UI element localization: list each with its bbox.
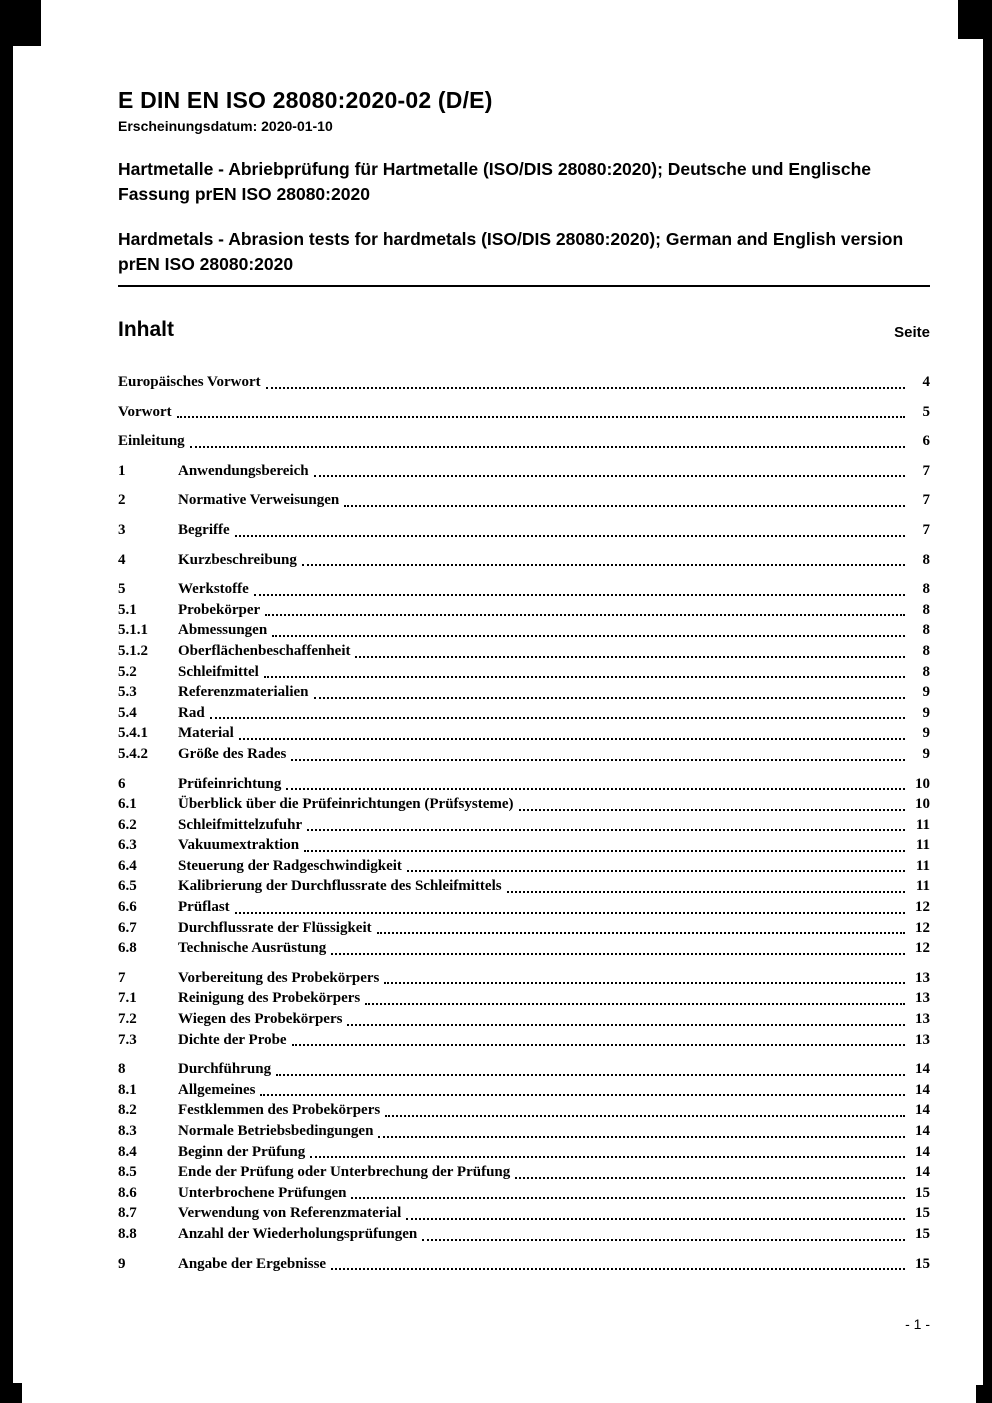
toc-dot-leader bbox=[291, 759, 905, 761]
toc-entry bbox=[118, 431, 930, 452]
toc-entry-number: 7.1 bbox=[118, 990, 137, 1007]
toc-dot-leader bbox=[254, 594, 905, 596]
subtitle-english: Hardmetals - Abrasion tests for hardmetals (ISO/DIS 28080:2020); German and English version prEN ISO 28080:2020 bbox=[118, 229, 904, 274]
scan-corner-bottom-right bbox=[976, 1385, 992, 1403]
toc-entry-page: 14 bbox=[915, 1061, 930, 1078]
toc-dot-leader bbox=[264, 676, 905, 678]
toc-entry-title: Referenzmaterialien bbox=[178, 684, 309, 701]
document-subtitle-block bbox=[118, 157, 930, 287]
toc-entry-page: 15 bbox=[915, 1205, 930, 1222]
toc-entry-number: 1 bbox=[118, 462, 126, 479]
toc-dot-leader bbox=[385, 1115, 905, 1117]
toc-entry-page: 11 bbox=[915, 857, 930, 874]
toc-entry bbox=[118, 856, 930, 877]
toc-entry-page: 10 bbox=[915, 796, 930, 813]
toc-dot-leader bbox=[292, 1044, 905, 1046]
toc-entry-number: 5.3 bbox=[118, 684, 137, 701]
toc-entry-page: 13 bbox=[915, 969, 930, 986]
toc-group bbox=[118, 402, 930, 423]
toc-entry bbox=[118, 600, 930, 621]
toc-entry-title: Angabe der Ergebnisse bbox=[178, 1255, 327, 1272]
toc-entry bbox=[118, 461, 930, 482]
toc-entry-page: 9 bbox=[922, 745, 930, 762]
toc-entry-title: Dichte der Probe bbox=[178, 1031, 287, 1048]
toc-dot-leader bbox=[266, 387, 905, 389]
toc-entry-page: 12 bbox=[915, 899, 930, 916]
page-number-footer: - 1 - bbox=[905, 1316, 930, 1332]
toc-entry bbox=[118, 682, 930, 703]
toc-entry bbox=[118, 1162, 930, 1183]
toc-entry bbox=[118, 938, 930, 959]
toc-entry-number: 8.1 bbox=[118, 1081, 137, 1098]
document-title: E DIN EN ISO 28080:2020-02 (D/E) bbox=[118, 87, 493, 113]
toc-entry-title: Festklemmen des Probekörpers bbox=[178, 1102, 381, 1119]
toc-entry bbox=[118, 815, 930, 836]
toc-entry-number: 5 bbox=[118, 581, 126, 598]
toc-entry-title: Schleifmittel bbox=[178, 663, 259, 680]
toc-entry-number: 5.2 bbox=[118, 663, 137, 680]
toc-entry bbox=[118, 1009, 930, 1030]
toc-entry-number: 8.4 bbox=[118, 1143, 137, 1160]
toc-group bbox=[118, 774, 930, 959]
subtitle-german: Hartmetalle - Abriebprüfung für Hartmetalle (ISO/DIS 28080:2020); Deutsche und Englische Fassung prEN ISO 28080:2020 bbox=[118, 159, 872, 204]
toc-dot-leader bbox=[347, 1024, 905, 1026]
toc-entry-number: 9 bbox=[118, 1255, 126, 1272]
toc-entry bbox=[118, 835, 930, 856]
toc-entry-title: Anwendungsbereich bbox=[178, 462, 309, 479]
toc-entry bbox=[118, 1183, 930, 1204]
toc-entry-title: Anzahl der Wiederholungsprüfungen bbox=[178, 1225, 418, 1242]
toc-dot-leader bbox=[331, 953, 905, 955]
toc-entry bbox=[118, 1142, 930, 1163]
toc-entry-page: 9 bbox=[922, 725, 930, 742]
toc-entry-page: 14 bbox=[915, 1164, 930, 1181]
toc-entry bbox=[118, 968, 930, 989]
toc-dot-leader bbox=[239, 738, 905, 740]
toc-entry-number: 7.2 bbox=[118, 1011, 137, 1028]
toc-entry-title: Vorbereitung des Probekörpers bbox=[178, 969, 380, 986]
toc-entry bbox=[118, 988, 930, 1009]
toc-dot-leader bbox=[519, 809, 905, 811]
toc-entry-title: Begriffe bbox=[178, 521, 230, 538]
toc-entry-title: Werkstoffe bbox=[178, 581, 249, 598]
toc-dot-leader bbox=[365, 1003, 905, 1005]
toc-entry-page: 8 bbox=[922, 663, 930, 680]
toc-entry-number: 3 bbox=[118, 521, 126, 538]
toc-dot-leader bbox=[304, 850, 905, 852]
toc-entry bbox=[118, 490, 930, 511]
toc-entry-page: 8 bbox=[922, 622, 930, 639]
toc-dot-leader bbox=[265, 614, 905, 616]
toc-entry bbox=[118, 620, 930, 641]
toc-entry-number: 6.3 bbox=[118, 837, 137, 854]
toc-entry-page: 7 bbox=[922, 521, 930, 538]
toc-entry-number: 6 bbox=[118, 775, 126, 792]
toc-dot-leader bbox=[422, 1239, 905, 1241]
toc-entry-title: Vorwort bbox=[118, 403, 172, 420]
toc-entry-number: 7.3 bbox=[118, 1031, 137, 1048]
toc-dot-leader bbox=[515, 1177, 905, 1179]
toc-dot-leader bbox=[286, 788, 905, 790]
toc-entry-number: 5.4.2 bbox=[118, 745, 148, 762]
toc-entry bbox=[118, 1254, 930, 1275]
toc-entry-title: Durchführung bbox=[178, 1061, 272, 1078]
toc-entry-title: Normative Verweisungen bbox=[178, 492, 340, 509]
toc-dot-leader bbox=[384, 982, 905, 984]
toc-entry-title: Prüfeinrichtung bbox=[178, 775, 282, 792]
toc-entry-page: 9 bbox=[922, 684, 930, 701]
toc-entry-title: Europäisches Vorwort bbox=[118, 374, 261, 390]
toc-entry-number: 8.6 bbox=[118, 1184, 137, 1201]
toc-dot-leader bbox=[307, 829, 905, 831]
toc-entry bbox=[118, 1121, 930, 1142]
toc-dot-leader bbox=[235, 912, 905, 914]
toc-entry-title: Material bbox=[178, 725, 234, 742]
toc-entry bbox=[118, 918, 930, 939]
toc-dot-leader bbox=[276, 1074, 905, 1076]
toc-entry bbox=[118, 897, 930, 918]
toc-entry-number: 8 bbox=[118, 1061, 126, 1078]
toc-entry-title: Durchflussrate der Flüssigkeit bbox=[178, 919, 372, 936]
toc-dot-leader bbox=[177, 416, 905, 418]
toc-entry-page: 14 bbox=[915, 1081, 930, 1098]
toc-entry bbox=[118, 520, 930, 541]
toc-entry-title: Überblick über die Prüfeinrichtungen (Prüfsysteme) bbox=[178, 796, 514, 813]
toc-entry-title: Ende der Prüfung oder Unterbrechung der Prüfung bbox=[178, 1164, 511, 1181]
toc-entry-title: Technische Ausrüstung bbox=[178, 940, 327, 957]
toc-dot-leader bbox=[314, 475, 905, 477]
toc-entry-title: Kurzbeschreibung bbox=[178, 551, 297, 568]
toc-entry-number: 4 bbox=[118, 551, 126, 568]
toc-entry-page: 14 bbox=[915, 1123, 930, 1139]
toc-entry-page: 11 bbox=[915, 816, 930, 833]
toc-entry bbox=[118, 550, 930, 571]
toc-group bbox=[118, 550, 930, 571]
toc-dot-leader bbox=[407, 870, 905, 872]
toc-group bbox=[118, 968, 930, 1050]
toc-entry bbox=[118, 1203, 930, 1224]
scan-edge-right bbox=[983, 0, 992, 1403]
toc-entry-title: Normale Betriebsbedingungen bbox=[178, 1123, 374, 1139]
toc-entry-page: 13 bbox=[915, 990, 930, 1007]
toc-group bbox=[118, 461, 930, 482]
toc-entry-page: 13 bbox=[915, 1031, 930, 1048]
publication-date: Erscheinungsdatum: 2020-01-10 bbox=[118, 118, 333, 134]
toc-page-column-label: Seite bbox=[894, 324, 930, 341]
toc-entry-title: Verwendung von Referenzmaterial bbox=[178, 1205, 402, 1222]
scan-edge-left bbox=[0, 0, 13, 1403]
toc-group bbox=[118, 520, 930, 541]
toc-entry bbox=[118, 876, 930, 897]
toc-group bbox=[118, 490, 930, 511]
toc-entry-number: 8.8 bbox=[118, 1225, 137, 1242]
toc-entry bbox=[118, 662, 930, 683]
toc-entry-page: 9 bbox=[922, 704, 930, 721]
toc-entry-page: 15 bbox=[915, 1225, 930, 1242]
toc-entry-title: Beginn der Prüfung bbox=[178, 1143, 306, 1160]
toc-entry-number: 8.2 bbox=[118, 1102, 137, 1119]
toc-entry-title: Unterbrochene Prüfungen bbox=[178, 1184, 347, 1201]
toc-heading: Inhalt bbox=[118, 318, 174, 341]
toc-entry bbox=[118, 402, 930, 423]
toc-entry bbox=[118, 579, 930, 600]
toc-entry-page: 12 bbox=[915, 919, 930, 936]
toc-dot-leader bbox=[507, 891, 905, 893]
toc-entry-title: Steuerung der Radgeschwindigkeit bbox=[178, 857, 402, 874]
toc-group bbox=[118, 1254, 930, 1275]
toc-entry-page: 4 bbox=[922, 374, 930, 390]
toc-entry-number: 6.5 bbox=[118, 878, 137, 895]
toc-header bbox=[118, 317, 930, 343]
toc-entry-number: 5.1.1 bbox=[118, 622, 148, 639]
toc-entry-title: Wiegen des Probekörpers bbox=[178, 1011, 343, 1028]
toc-entry-title: Vakuumextraktion bbox=[178, 837, 300, 854]
toc-dot-leader bbox=[406, 1218, 905, 1220]
toc-entry bbox=[118, 1080, 930, 1101]
toc-entry-number: 7 bbox=[118, 969, 126, 986]
toc-entry bbox=[118, 1030, 930, 1051]
toc-group bbox=[118, 431, 930, 452]
toc-entry-title: Schleifmittelzufuhr bbox=[178, 816, 303, 833]
toc-entry bbox=[118, 703, 930, 724]
toc-entry bbox=[118, 723, 930, 744]
toc-entry-title: Allgemeines bbox=[178, 1081, 256, 1098]
scan-corner-bottom-left bbox=[0, 1383, 22, 1403]
toc-entry bbox=[118, 1059, 930, 1080]
toc-dot-leader bbox=[378, 1136, 905, 1138]
toc-entry-number: 6.8 bbox=[118, 940, 137, 957]
toc-entry-page: 5 bbox=[922, 403, 930, 420]
toc-entry-page: 8 bbox=[922, 642, 930, 659]
toc-entry-page: 7 bbox=[922, 462, 930, 479]
toc-entry-page: 6 bbox=[922, 433, 930, 450]
toc-entry-title: Prüflast bbox=[178, 899, 230, 916]
toc-dot-leader bbox=[310, 1156, 905, 1158]
toc-entry-page: 11 bbox=[915, 837, 930, 854]
toc-dot-leader bbox=[235, 535, 905, 537]
toc-dot-leader bbox=[314, 697, 906, 699]
toc-entry bbox=[118, 744, 930, 765]
toc-entry bbox=[118, 774, 930, 795]
toc-group bbox=[118, 579, 930, 764]
toc-entry-page: 14 bbox=[915, 1143, 930, 1160]
toc-group bbox=[118, 1059, 930, 1244]
toc-entry-title: Einleitung bbox=[118, 433, 185, 450]
toc-dot-leader bbox=[331, 1268, 905, 1270]
toc-entry-page: 8 bbox=[922, 581, 930, 598]
toc-entry-title: Kalibrierung der Durchflussrate des Schleifmittels bbox=[178, 878, 502, 895]
toc-entry-number: 5.4 bbox=[118, 704, 137, 721]
toc-entry-title: Reinigung des Probekörpers bbox=[178, 990, 361, 1007]
toc-dot-leader bbox=[272, 635, 905, 637]
document-page bbox=[118, 86, 930, 1283]
toc-dot-leader bbox=[190, 446, 905, 448]
toc-entry-title: Oberflächenbeschaffenheit bbox=[178, 642, 351, 659]
toc-dot-leader bbox=[344, 505, 905, 507]
toc-entry-number: 6.7 bbox=[118, 919, 137, 936]
toc-entry-number: 5.1.2 bbox=[118, 642, 148, 659]
toc-entry bbox=[118, 641, 930, 662]
toc-entry bbox=[118, 1224, 930, 1245]
toc-entry-title: Abmessungen bbox=[178, 622, 268, 639]
toc-entry-title: Rad bbox=[178, 704, 205, 721]
toc-entry-title: Probekörper bbox=[178, 601, 261, 618]
toc-entry bbox=[118, 794, 930, 815]
toc-entry-number: 8.3 bbox=[118, 1123, 137, 1139]
toc-entry-number: 6.1 bbox=[118, 796, 137, 813]
toc-entry-number: 5.1 bbox=[118, 601, 137, 618]
toc-dot-leader bbox=[210, 717, 905, 719]
toc-group bbox=[118, 372, 930, 393]
toc-entry-page: 13 bbox=[915, 1011, 930, 1028]
toc-entry-number: 2 bbox=[118, 492, 126, 509]
toc-dot-leader bbox=[355, 656, 905, 658]
toc-dot-leader bbox=[351, 1197, 905, 1199]
toc-list bbox=[118, 372, 930, 1274]
toc-entry-number: 6.4 bbox=[118, 857, 137, 874]
toc-entry-number: 6.6 bbox=[118, 899, 137, 916]
toc-dot-leader bbox=[302, 564, 905, 566]
toc-entry-page: 15 bbox=[915, 1255, 930, 1272]
toc-entry-page: 14 bbox=[915, 1102, 930, 1119]
toc-entry-page: 11 bbox=[915, 878, 930, 895]
toc-entry-number: 8.7 bbox=[118, 1205, 137, 1222]
toc-entry-title: Größe des Rades bbox=[178, 745, 287, 762]
toc-entry-number: 8.5 bbox=[118, 1164, 137, 1181]
toc-entry-page: 7 bbox=[922, 492, 930, 509]
toc-entry-number: 5.4.1 bbox=[118, 725, 148, 742]
toc-entry-page: 10 bbox=[915, 775, 930, 792]
toc-entry bbox=[118, 1100, 930, 1121]
toc-entry-number: 6.2 bbox=[118, 816, 137, 833]
toc-entry-page: 8 bbox=[922, 601, 930, 618]
toc-entry-page: 8 bbox=[922, 551, 930, 568]
scan-corner-top-left bbox=[0, 0, 41, 46]
toc-entry-page: 15 bbox=[915, 1184, 930, 1201]
scan-corner-top-right bbox=[958, 0, 992, 39]
toc-dot-leader bbox=[377, 932, 905, 934]
toc-entry-page: 12 bbox=[915, 940, 930, 957]
toc-dot-leader bbox=[260, 1094, 905, 1096]
toc-entry bbox=[118, 372, 930, 393]
